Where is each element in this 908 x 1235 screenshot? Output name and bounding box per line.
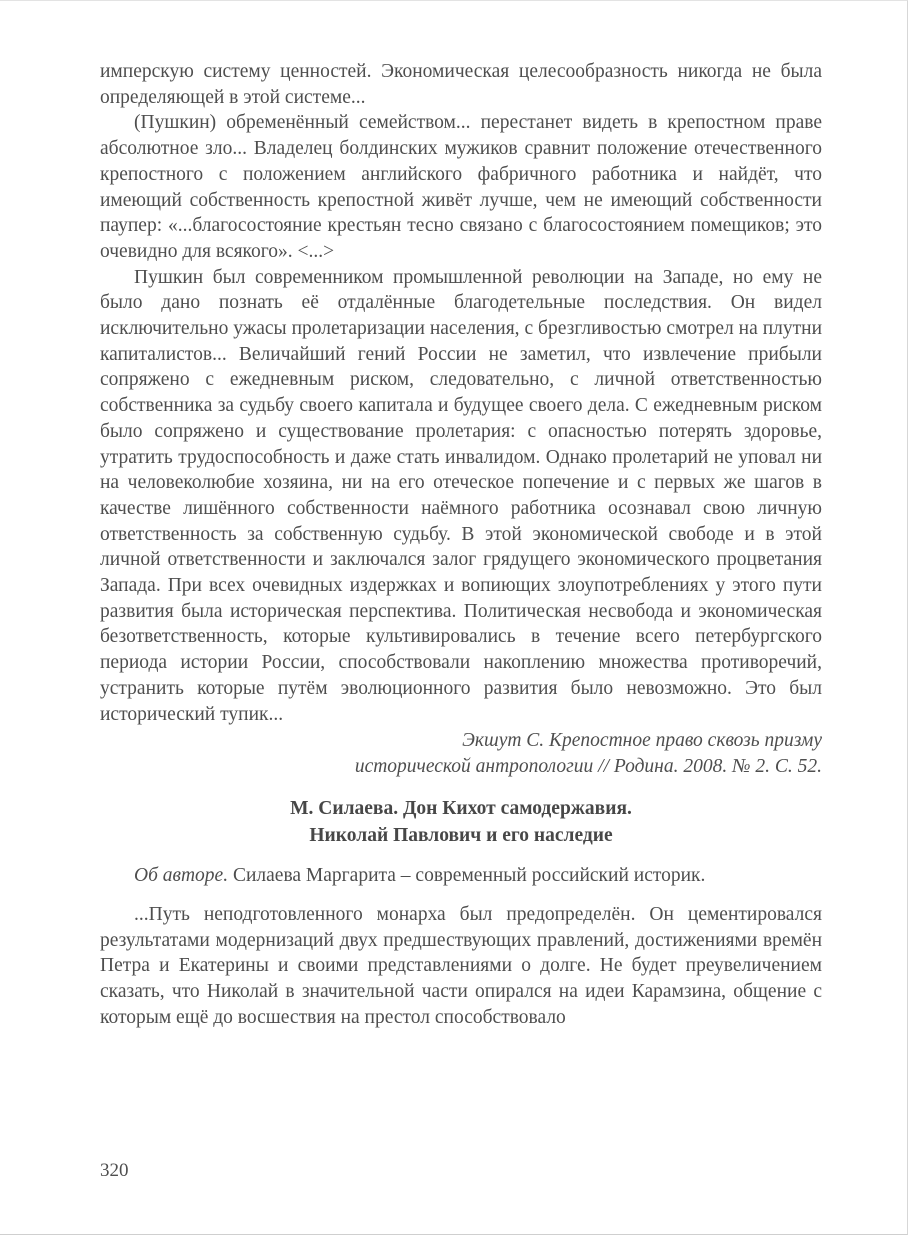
paragraph-continuation: имперскую систему ценностей. Экономическая целесообразность никогда не была определяющей в этой системе... [100,61,822,108]
paragraph-main: Пушкин был современником промышленной революции на Западе, но ему не было дано познать её отдалённые благодетельные последствия. Он видел исключительно ужасы пролетаризации населения, с брезгливостью смотрел на плутни капиталистов... Величайший гений России не заметил, что извлечение прибыли сопряжено с ежедневным риском, следовательно, с личной ответственностью собственника за судьбу своего капитала и будущее своего дела. С ежедневным риском было сопряжено и существование пролетария: с опасностью потерять здоровье, утратить трудоспособность и даже стать инвалидом. Однако пролетарий не уповал ни на человеколюбие хозяина, ни на его отеческое попечение и с первых же шагов в качестве лишённого собственности наёмного работника осознавал свою личную ответственность за собственную судьбу. В этой экономической свободе и в этой личной ответственности и заключался залог грядущего экономического процветания Запада. При всех очевидных издержках и вопиющих злоупотреблениях у этого пути развития была историческая перспектива. Политическая несвобода и экономическая безответственность, которые культивировались в течение всего петербургского периода истории России, способствовали накоплению множества противоречий, устранить которые путём эволюционного развития было невозможно. Это был исторический тупик... [100,266,822,725]
paragraph-quote-pushkin: (Пушкин) обременённый семейством... перестанет видеть в крепостном праве абсолютное зло... Владелец болдинских мужиков сравнит положение отечественного крепостного с положением английского фабричного работника и найдёт, что имеющий собственность крепостной живёт лучше, чем не имеющий собственности паупер: «...благосостояние крестьян тесно связано с благосостоянием помещиков; это очевидно для всякого». <...> [100,112,822,262]
about-author-text: Силаева Маргарита – современный российский историк. [228,865,706,887]
text-block [100,59,822,1031]
page-number: 320 [100,1160,129,1181]
section-heading [100,795,822,849]
citation-line-1: Экшут С. Крепостное право сквозь призму [462,730,822,752]
citation [100,728,822,780]
citation-line-2: исторической антропологии // Родина. 2008. № 2. С. 52. [354,756,822,778]
paragraph-silaeva: ...Путь неподготовленного монарха был предопределён. Он цементировался результатами модернизаций двух предшествующих правлений, достижениями времён Петра и Екатерины и своими представлениями о долге. Не будет преувеличением сказать, что Николай в значительной части опирался на идеи Карамзина, общение с которым ещё до восшествия на престол способствовало [100,903,822,1028]
about-author [100,863,822,889]
heading-line-2: Николай Павлович и его наследие [309,825,613,847]
heading-line-1: М. Силаева. Дон Кихот самодержавия. [290,798,632,820]
about-author-label: Об авторе. [134,865,229,887]
